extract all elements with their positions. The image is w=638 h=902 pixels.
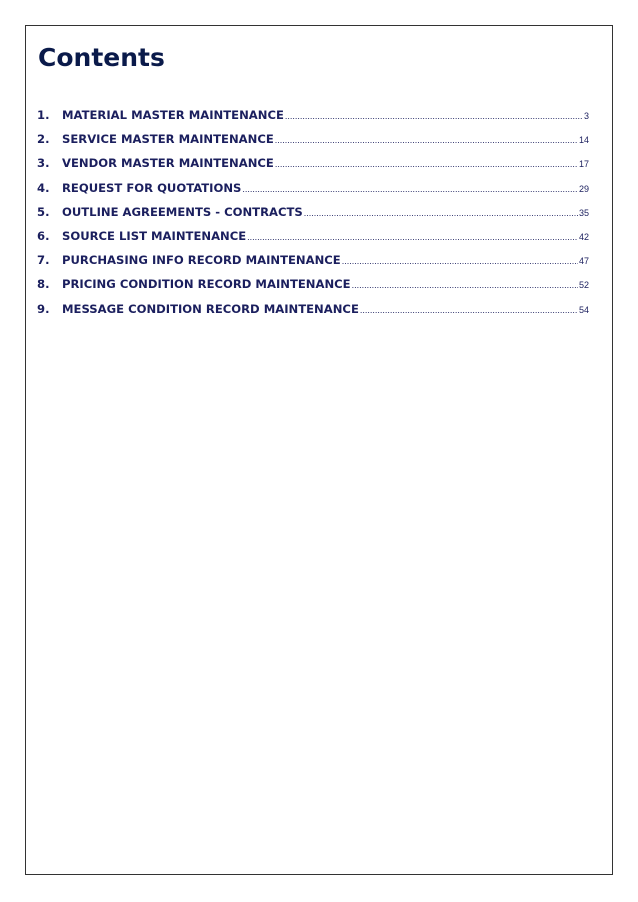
toc-entry-number: 2.	[37, 132, 50, 147]
toc-entry-message-condition-record[interactable]	[37, 302, 589, 326]
toc-entry-page: 17	[578, 159, 589, 170]
toc-entry-number: 1.	[37, 108, 50, 122]
dot-leader	[275, 135, 578, 145]
toc-entry-page: 54	[578, 304, 589, 315]
toc-entry-label: PURCHASING INFO RECORD MAINTENANCE	[62, 253, 341, 268]
toc-entry-number: 9.	[37, 301, 50, 316]
dot-leader	[285, 111, 583, 121]
toc-entry-label: SOURCE LIST MAINTENANCE	[62, 228, 247, 243]
dot-leader	[242, 184, 578, 194]
toc-entry-page: 35	[578, 207, 589, 218]
toc-entry-label: MESSAGE CONDITION RECORD MAINTENANCE	[62, 301, 359, 316]
toc-entry-page: 3	[583, 111, 589, 121]
toc-entry-label: SERVICE MASTER MAINTENANCE	[62, 132, 274, 147]
toc-entry-label: PRICING CONDITION RECORD MAINTENANCE	[62, 277, 351, 292]
table-of-contents	[37, 108, 589, 326]
toc-entry-number: 7.	[37, 253, 50, 268]
dot-leader	[304, 208, 578, 218]
toc-entry-number: 3.	[37, 156, 50, 171]
toc-entry-label: VENDOR MASTER MAINTENANCE	[62, 156, 274, 171]
contents-title: Contents	[38, 43, 165, 72]
dot-leader	[275, 159, 578, 169]
toc-entry-number: 6.	[37, 228, 50, 243]
toc-entry-material-master[interactable]	[37, 108, 589, 132]
toc-entry-page: 52	[578, 280, 589, 291]
toc-entry-page: 29	[578, 183, 589, 194]
toc-entry-service-master[interactable]	[37, 132, 589, 156]
toc-entry-page: 47	[578, 256, 589, 267]
dot-leader	[342, 256, 578, 266]
toc-entry-label: REQUEST FOR QUOTATIONS	[62, 180, 242, 195]
document-page	[25, 25, 613, 875]
toc-entry-vendor-master[interactable]	[37, 156, 589, 180]
dot-leader	[352, 280, 578, 290]
toc-entry-pricing-condition-record[interactable]	[37, 277, 589, 301]
toc-entry-purchasing-info-record[interactable]	[37, 253, 589, 277]
toc-entry-request-for-quotations[interactable]	[37, 181, 589, 205]
toc-entry-number: 8.	[37, 277, 50, 292]
toc-entry-page: 42	[578, 231, 589, 242]
toc-entry-source-list[interactable]	[37, 229, 589, 253]
toc-entry-label: OUTLINE AGREEMENTS - CONTRACTS	[62, 204, 303, 219]
toc-entry-label: MATERIAL MASTER MAINTENANCE	[62, 108, 284, 122]
toc-entry-number: 5.	[37, 204, 50, 219]
dot-leader	[247, 232, 578, 242]
toc-entry-number: 4.	[37, 180, 50, 195]
toc-entry-outline-agreements[interactable]	[37, 205, 589, 229]
dot-leader	[360, 305, 578, 315]
toc-entry-page: 14	[578, 135, 589, 146]
